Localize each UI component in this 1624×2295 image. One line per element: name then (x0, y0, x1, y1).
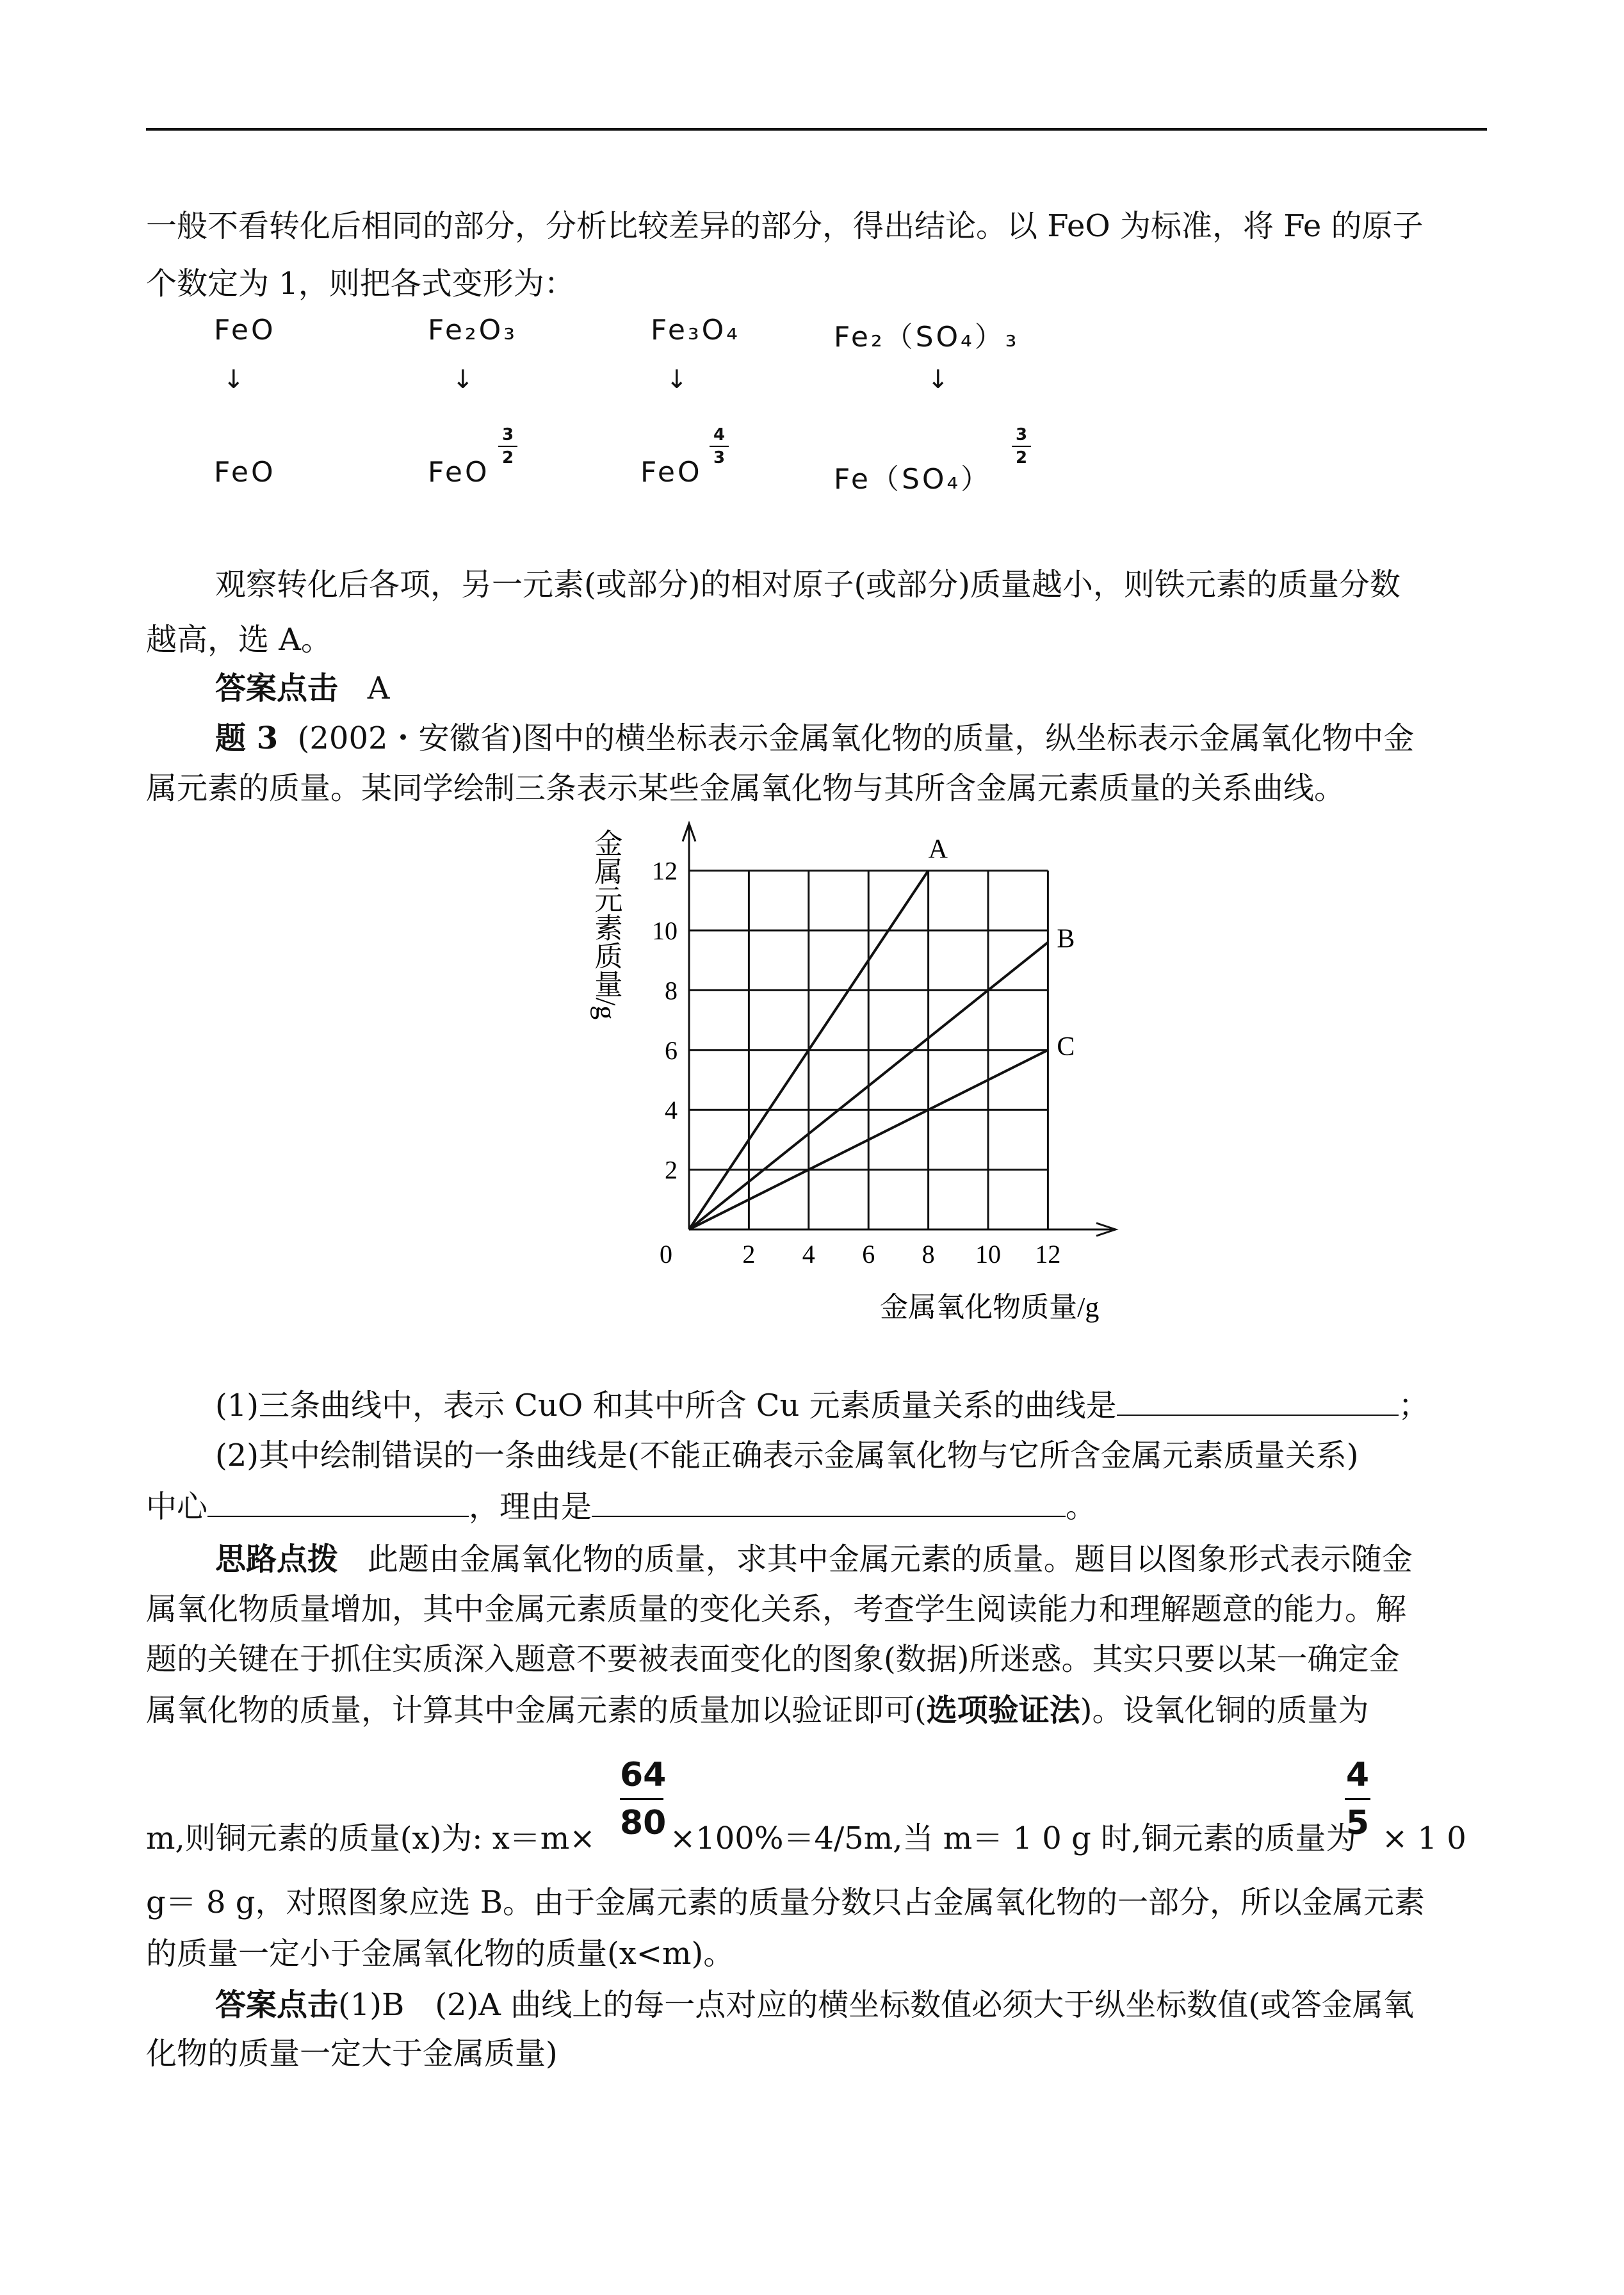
observe-line-2: 越高，选 A。 (146, 622, 332, 658)
x-tick-label: 8 (922, 1240, 935, 1269)
fraction-4-5: 4 5 (1345, 1756, 1370, 1842)
answer-2-line-1: 答案点击(1)B (2)A 曲线上的每一点对应的横坐标数值必须大于纵坐标数值(或答金属氧 (215, 1987, 1414, 2023)
y-tick-label: 8 (665, 976, 678, 1005)
exponent-fraction: 4 3 (710, 425, 729, 467)
y-axis-label: 金属元素质量/g (590, 829, 622, 1020)
x-tick-label: 6 (862, 1240, 875, 1269)
x-tick-label: 4 (802, 1240, 815, 1269)
down-arrow-icon: ↓ (452, 365, 474, 394)
answer-2-line-2: 化物的质量一定大于金属质量) (146, 2036, 558, 2072)
question-3-line-1: 题 3 (2002・安徽省)图中的横坐标表示金属氧化物的质量，纵坐标表示金属氧化物中金 (215, 720, 1415, 756)
analysis-line-6: g＝ 8 g，对照图象应选 B。由于金属元素的质量分数只占金属氧化物的一部分，所以金属元素 (146, 1885, 1425, 1920)
answer-value: A (367, 670, 390, 706)
header-rule (146, 128, 1487, 131)
formula-top-1: FeO (214, 314, 276, 346)
answer-blank (207, 1490, 469, 1517)
question-label: 题 3 (215, 720, 279, 756)
analysis-line-5b: ×100%＝4/5m,当 m＝ 1 0 g 时,铜元素的质量为 (670, 1821, 1357, 1856)
question-3-line-2: 属元素的质量。某同学绘制三条表示某些金属氧化物与其所含金属元素质量的关系曲线。 (146, 770, 1345, 806)
answer-blank (1117, 1389, 1399, 1416)
formula-bottom-3: FeO (640, 456, 702, 489)
formula-bottom-4: Fe（SO₄） (834, 463, 992, 496)
line-chart (576, 813, 1127, 1326)
analysis-line-5c: × 1 0 (1382, 1821, 1466, 1856)
formula-bottom-2: FeO (428, 456, 490, 489)
formula-bottom-1: FeO (214, 456, 276, 489)
y-tick-label: 2 (665, 1155, 678, 1185)
analysis-line-5a: m,则铜元素的质量(x)为: x＝m× (146, 1821, 596, 1856)
analysis-line-4: 属氧化物的质量，计算其中金属元素的质量加以验证即可(选项验证法)。设氧化铜的质量为 (146, 1692, 1369, 1728)
y-tick-label: 12 (652, 856, 678, 886)
down-arrow-icon: ↓ (927, 365, 949, 394)
fraction-64-80: 64 80 (620, 1756, 667, 1842)
y-tick-label: 10 (652, 916, 678, 945)
answer-1 (215, 666, 389, 711)
x-tick-label: 2 (742, 1240, 756, 1269)
series-label-a: A (928, 834, 948, 864)
y-tick-label: 6 (665, 1035, 678, 1065)
formula-top-2: Fe₂O₃ (428, 314, 517, 346)
formula-top-3: Fe₃O₄ (651, 314, 740, 346)
exponent-fraction: 3 2 (498, 425, 517, 467)
analysis-line-1: 思路点拨 此题由金属氧化物的质量，求其中金属元素的质量。题目以图象形式表示随金 (215, 1541, 1413, 1577)
down-arrow-icon: ↓ (223, 365, 245, 394)
x-tick-label: 12 (1035, 1240, 1061, 1269)
intro-line-2: 个数定为 1，则把各式变形为： (146, 266, 575, 302)
down-arrow-icon: ↓ (666, 365, 688, 394)
x-axis-label: 金属氧化物质量/g (880, 1292, 1100, 1323)
series-label-b: B (1057, 924, 1075, 954)
question-2-cont: 中心 ，理由是 。 (146, 1489, 1097, 1525)
answer-label: 答案点击 (215, 670, 339, 706)
exponent-fraction: 3 2 (1012, 425, 1031, 467)
analysis-line-7: 的质量一定小于金属氧化物的质量(x<m)。 (146, 1936, 735, 1972)
intro-line-1: 一般不看转化后相同的部分，分析比较差异的部分，得出结论。以 FeO 为标准，将 Fe 的原子 (146, 208, 1424, 244)
answer-blank (592, 1490, 1066, 1517)
y-tick-label: 4 (665, 1096, 678, 1125)
formula-top-4: Fe₂（SO₄）₃ (834, 321, 1019, 353)
series-label-c: C (1057, 1032, 1075, 1062)
analysis-line-3: 题的关键在于抓住实质深入题意不要被表面变化的图象(数据)所迷惑。其实只要以某一确定金 (146, 1641, 1400, 1677)
answer-label: 答案点击 (215, 1987, 339, 2023)
question-1: (1)三条曲线中，表示 CuO 和其中所含 Cu 元素质量关系的曲线是 ； (215, 1388, 1429, 1423)
observe-line-1: 观察转化后各项，另一元素(或部分)的相对原子(或部分)质量越小，则铁元素的质量分数 (215, 567, 1401, 603)
analysis-line-2: 属氧化物质量增加，其中金属元素质量的变化关系，考查学生阅读能力和理解题意的能力。解 (146, 1591, 1407, 1627)
x-tick-label: 10 (975, 1240, 1001, 1269)
analysis-label: 思路点拨 (215, 1541, 339, 1577)
question-2: (2)其中绘制错误的一条曲线是(不能正确表示金属氧化物与它所含金属元素质量关系) (215, 1438, 1359, 1473)
x-tick-label: 0 (660, 1240, 672, 1269)
